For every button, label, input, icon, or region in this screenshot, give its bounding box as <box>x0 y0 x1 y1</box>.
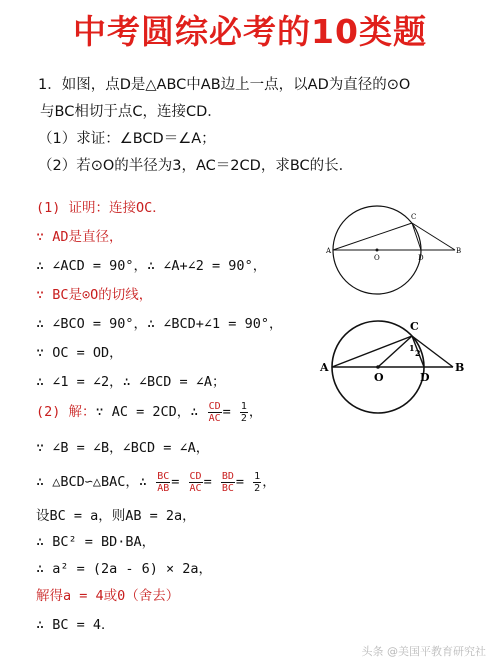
fraction-one-half <box>240 401 248 424</box>
geometry-diagram-large <box>318 315 468 425</box>
problem-part-1: （1）求证：∠BCD＝∠A； <box>38 131 216 147</box>
frac-num: 1 <box>240 400 247 412</box>
frac-den: 2 <box>240 412 247 424</box>
problem-line-2: 与BC相切于点C，连接CD． <box>40 104 222 120</box>
fraction-one-half-2 <box>253 471 261 494</box>
frac-num: BC <box>157 470 170 482</box>
frac-num: CD <box>189 470 202 482</box>
line-cd <box>412 223 421 250</box>
geometry-diagram-small <box>325 200 465 295</box>
label-d: D <box>420 371 430 384</box>
center-point <box>376 249 379 252</box>
solution-line-8 <box>36 400 336 424</box>
solution-line-5: ∴ ∠BCO = 90°，∴ ∠BCD+∠1 = 90°， <box>36 316 283 332</box>
equals-sign: = <box>235 474 245 490</box>
problem-statement <box>38 72 478 180</box>
center-point <box>376 365 380 369</box>
label-o: O <box>374 371 384 384</box>
page-title: 中考圆综必考的10类题 <box>73 12 427 51</box>
solution-line-14: 解得a = 4或0（舍去） <box>36 588 180 604</box>
watermark: 头条 @美国平教育研究社 <box>361 645 486 658</box>
solution-line-1: (1) 证明：连接OC． <box>36 200 166 216</box>
line-oc <box>378 336 412 367</box>
angle-label-2: 2 <box>415 348 421 358</box>
solution-line-11: 设BC = a，则AB = 2a， <box>36 508 196 524</box>
line-ac <box>332 336 412 367</box>
label-d: D <box>418 254 424 262</box>
fraction-bc-ab <box>156 471 170 494</box>
label-a: A <box>320 361 329 374</box>
solution-line-6: ∵ OC = OD， <box>36 345 123 361</box>
problem-part-2: （2）若⊙O的半径为3，AC＝2CD，求BC的长． <box>38 158 354 174</box>
solution-line-10 <box>36 470 336 494</box>
punct: ， <box>262 474 276 490</box>
solution-line-3: ∴ ∠ACD = 90°，∴ ∠A+∠2 = 90°， <box>36 258 267 274</box>
solution-line-7: ∴ ∠1 = ∠2，∴ ∠BCD = ∠A； <box>36 374 226 390</box>
frac-den: AC <box>189 482 202 494</box>
solution-line-9: ∵ ∠B = ∠B，∠BCD = ∠A， <box>36 440 210 456</box>
label-c: C <box>411 213 417 221</box>
equals-sign: = <box>222 404 231 420</box>
solution-line-15: ∴ BC = 4． <box>36 617 115 633</box>
solution-line-4: ∵ BC是⊙O的切线， <box>36 287 153 303</box>
label-b: B <box>456 247 462 255</box>
punct: ， <box>248 404 263 420</box>
label-o: O <box>374 254 380 262</box>
frac-den: AC <box>208 412 221 424</box>
frac-num: BD <box>221 470 234 482</box>
fraction-cd-ac-2 <box>189 471 203 494</box>
problem-line-1: 1．如图，点D是△ABC中AB边上一点，以AD为直径的⊙O <box>38 77 411 93</box>
label-c: C <box>410 320 419 333</box>
frac-den: AB <box>157 482 170 494</box>
solution-line-13: ∴ a² = (2a - 6) × 2a， <box>36 561 213 577</box>
frac-num: CD <box>208 400 221 412</box>
frac-num: 1 <box>254 470 261 482</box>
label-a: A <box>326 247 332 255</box>
equals-sign: = <box>171 474 180 490</box>
similar-triangles: ∴ △BCD∽△BAC，∴ <box>36 474 148 490</box>
fraction-cd-ac <box>208 401 222 424</box>
angle-label-1: 1 <box>409 343 415 353</box>
line-ac <box>333 223 412 250</box>
part2-label: (2) 解： <box>36 404 96 420</box>
part2-given: ∵ AC = 2CD，∴ <box>95 404 199 420</box>
solution-line-2: ∵ AD是直径， <box>36 229 123 245</box>
frac-den: 2 <box>254 482 261 494</box>
frac-den: BC <box>221 482 234 494</box>
label-b: B <box>455 361 465 374</box>
solution-line-12: ∴ BC² = BD·BA， <box>36 534 156 550</box>
fraction-bd-bc <box>221 471 235 494</box>
equals-sign: = <box>203 474 212 490</box>
